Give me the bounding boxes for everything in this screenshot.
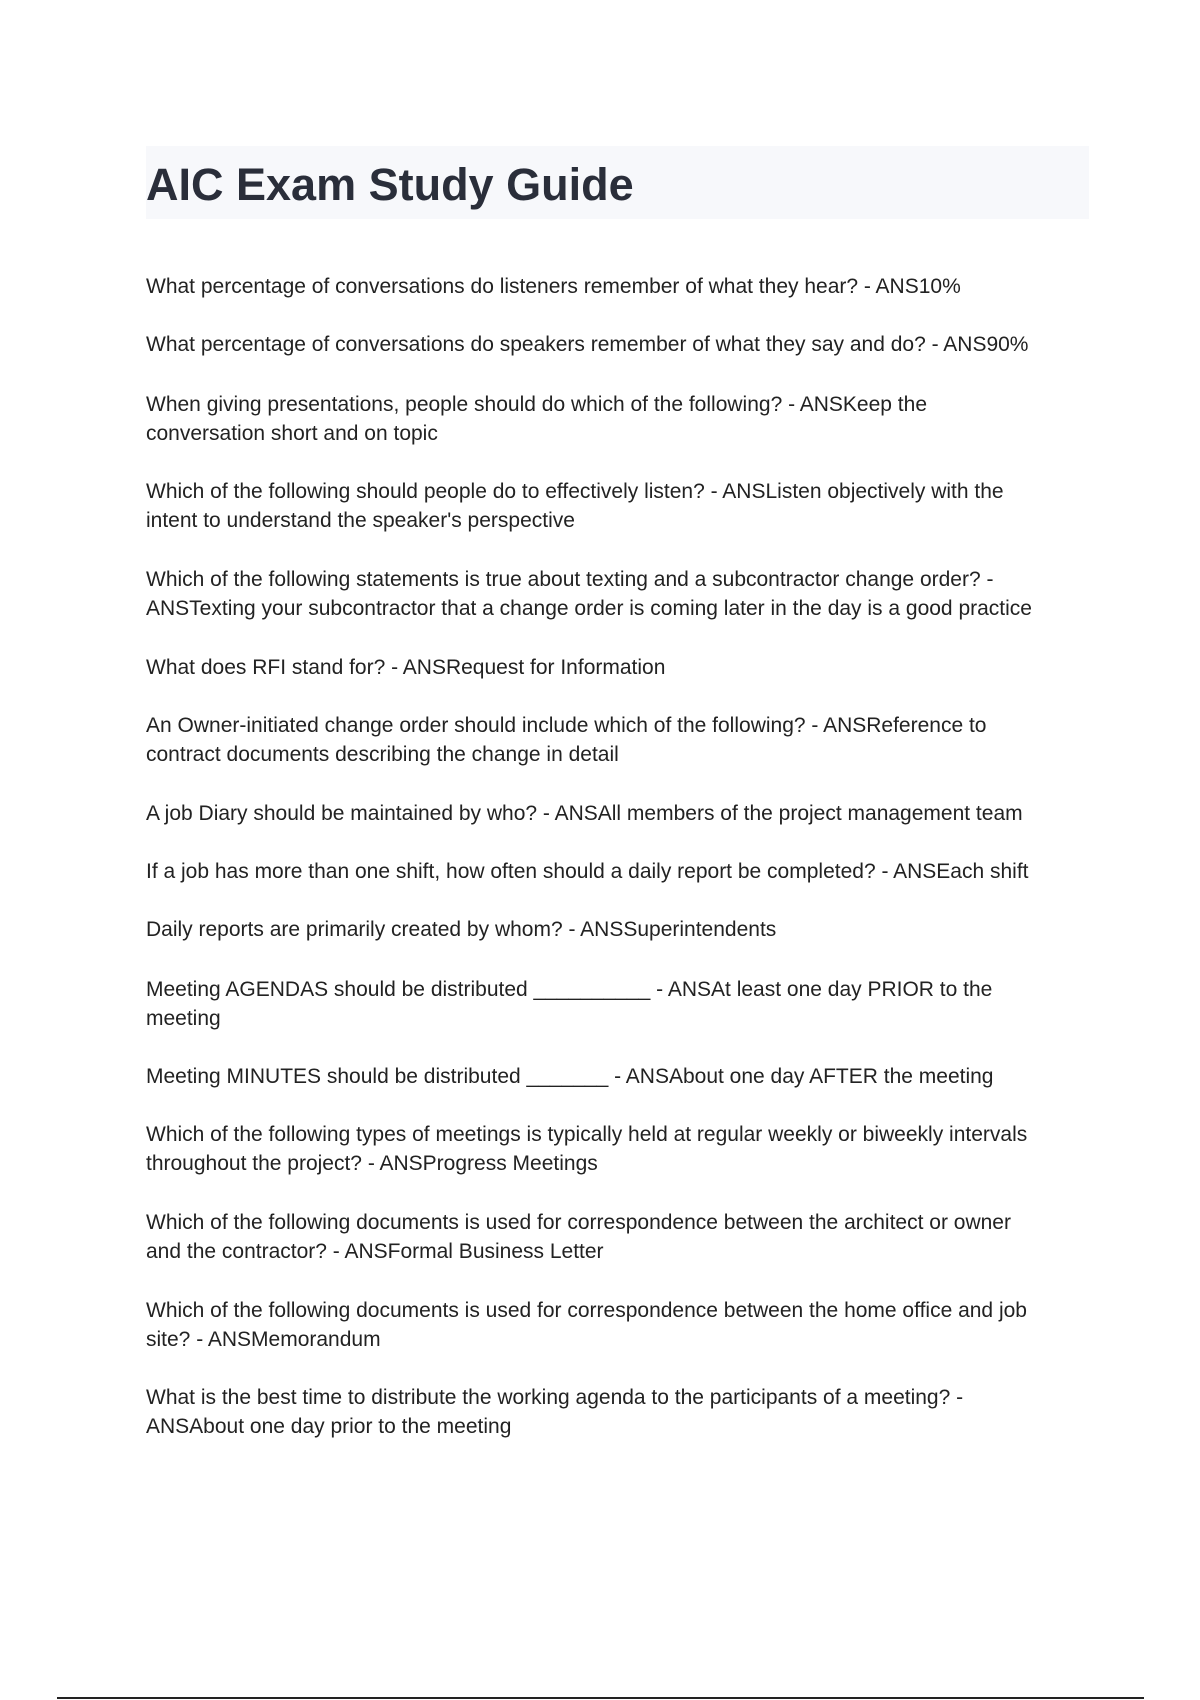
qa-item: What is the best time to distribute the working agenda to the participants of a meeting? - ANSAbout one day prior to the meeting <box>146 1386 964 1438</box>
qa-item: Daily reports are primarily created by whom? - ANSSuperintendents <box>146 918 777 941</box>
qa-item: Which of the following documents is used for correspondence between the home office and job site? - ANSMemorandum <box>146 1299 1027 1351</box>
qa-item: When giving presentations, people should do which of the following? - ANSKeep the conversation short and on topic <box>146 393 927 445</box>
qa-item: Meeting AGENDAS should be distributed __________ - ANSAt least one day PRIOR to the meeting <box>146 978 993 1030</box>
qa-item: A job Diary should be maintained by who? - ANSAll members of the project management team <box>146 802 1023 825</box>
qa-item: Which of the following documents is used for correspondence between the architect or owner and the contractor? - ANSFormal Business Letter <box>146 1211 1011 1263</box>
title-banner <box>146 146 1089 219</box>
qa-item: Which of the following statements is true about texting and a subcontractor change order? - ANSTexting your subcontractor that a change order is coming later in the day is a good practice <box>146 568 1032 620</box>
qa-item: Which of the following types of meetings is typically held at regular weekly or biweekly intervals throughout the project? - ANSProgress Meetings <box>146 1123 1028 1175</box>
qa-item: What percentage of conversations do listeners remember of what they hear? - ANS10% <box>146 275 961 298</box>
qa-item: Meeting MINUTES should be distributed _______ - ANSAbout one day AFTER the meeting <box>146 1065 994 1088</box>
qa-item: An Owner-initiated change order should include which of the following? - ANSReference to contract documents describing the change in detail <box>146 714 987 766</box>
qa-item: If a job has more than one shift, how often should a daily report be completed? - ANSEach shift <box>146 860 1029 883</box>
qa-item: Which of the following should people do to effectively listen? - ANSListen objectively with the intent to understand the speaker's perspective <box>146 480 1004 532</box>
qa-item: What does RFI stand for? - ANSRequest for Information <box>146 656 666 679</box>
document-title: AIC Exam Study Guide <box>146 158 634 210</box>
qa-item: What percentage of conversations do speakers remember of what they say and do? - ANS90% <box>146 333 1029 356</box>
footer-divider <box>57 1697 1144 1699</box>
